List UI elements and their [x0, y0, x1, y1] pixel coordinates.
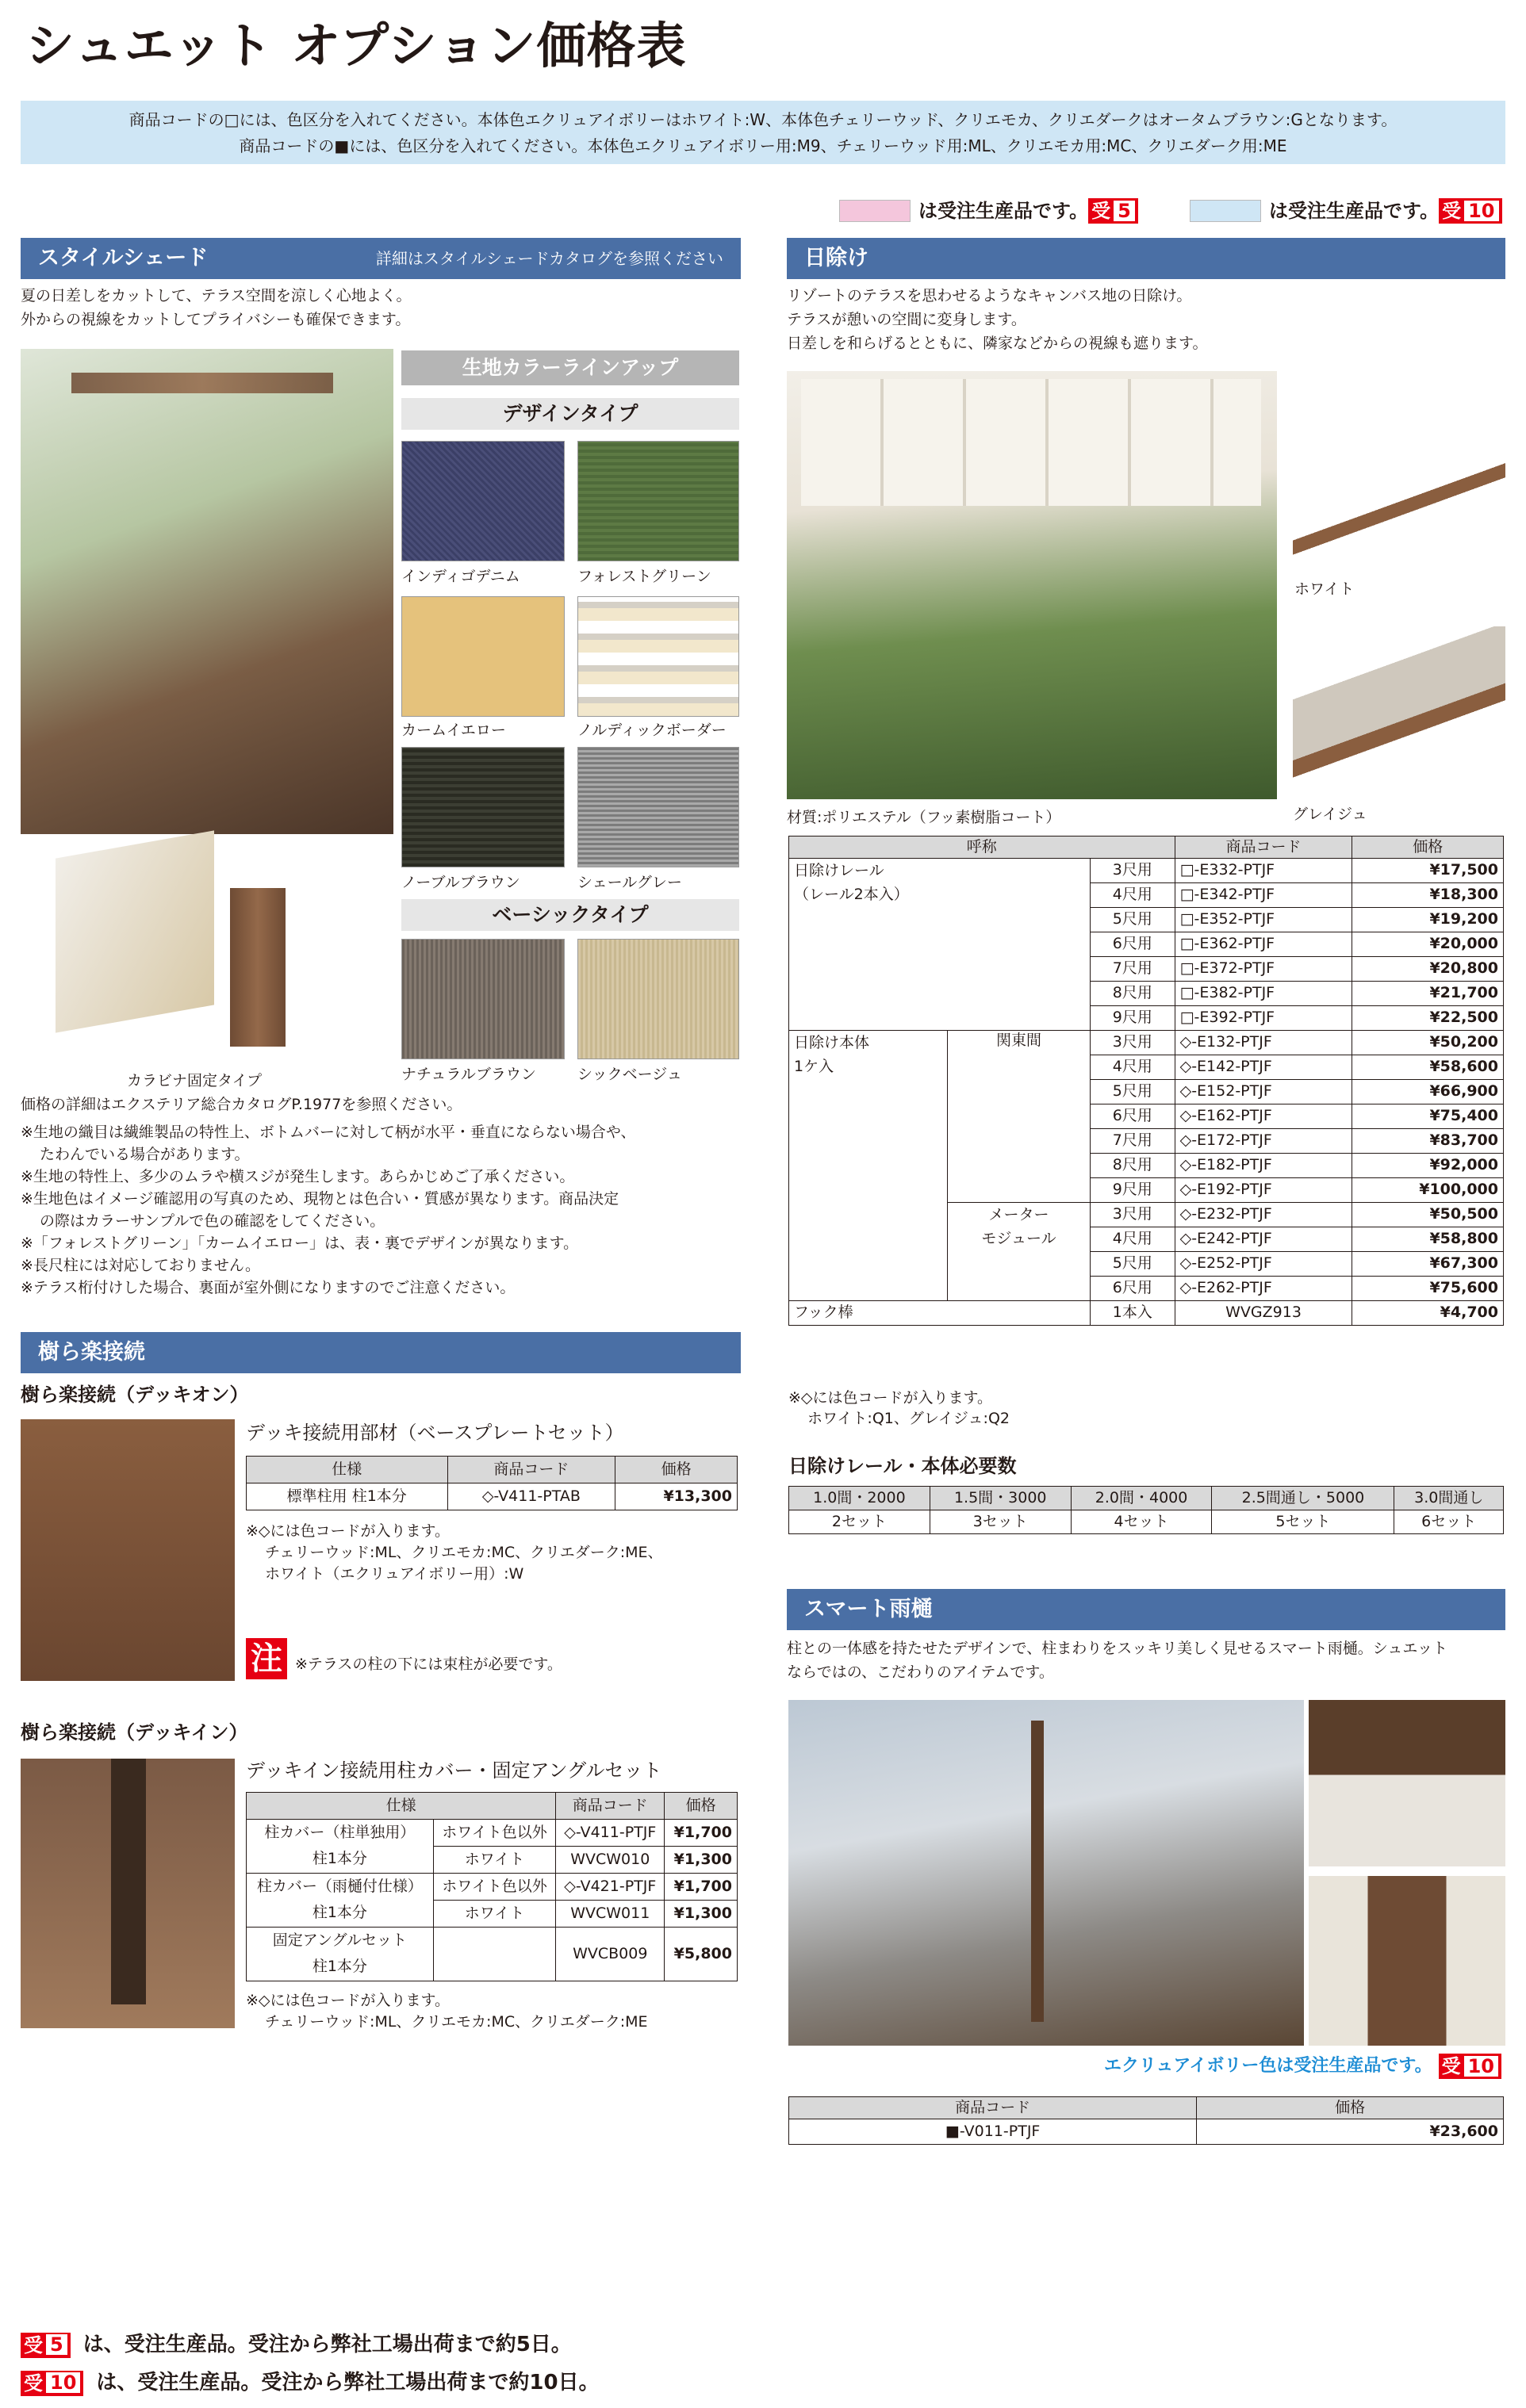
order-badge-10: 受 10 [21, 2371, 83, 2396]
table-row: 固定アングルセット WVCB009 ¥5,800 [247, 1928, 738, 1954]
swatch-label: ナチュラルブラウン [401, 1066, 536, 1083]
deck-on-photo [21, 1419, 235, 1681]
table-row: 8尺用 □-E382-PTJF ¥21,700 [789, 982, 1504, 1006]
section-kiraraku: 樹ら楽接続 [21, 1332, 741, 1373]
note-line: 商品コードの■には、色区分を入れてください。本体色エクリュアイボリー用:M9、チェリーウッド用:ML、クリエモカ用:MC、クリエダーク用:ME [239, 136, 1287, 155]
footer-10day: 受 10 は、受注生産品。受注から弊社工場出荷まで約10日。 [21, 2369, 600, 2397]
table-row: 4尺用 ◇-E242-PTJF ¥58,800 [789, 1227, 1504, 1252]
price-reference-note: 価格の詳細はエクステリア総合カタログP.1977を参照ください。 [21, 1096, 462, 1113]
table-row: 柱1本分 ホワイト WVCW011 ¥1,300 [247, 1901, 738, 1928]
swatch-label: シェールグレー [577, 874, 682, 891]
grayige-shade-image [1293, 626, 1505, 793]
table-row: 4尺用 □-E342-PTJF ¥18,300 [789, 883, 1504, 908]
smart-price-table: 商品コード 価格 ■-V011-PTJF ¥23,600 [788, 2096, 1504, 2145]
carabiner-post-image [230, 888, 286, 1047]
swatch-forest-green [577, 441, 739, 561]
smart-gutter-photo [788, 1700, 1304, 2046]
page-title: シュエット オプション価格表 [25, 17, 687, 75]
deck-on-notes: ※◇には色コードが入ります。 チェリーウッド:ML、クリエモカ:MC、クリエダーク:ME、 ホワイト（エクリュアイボリー用）:W [246, 1522, 663, 1583]
swatch-shale-gray [577, 747, 739, 867]
table-row: 日除け本体 1ケ入 関東間 3尺用 ◇-E132-PTJF ¥50,200 [789, 1031, 1504, 1055]
deck-on-item: デッキ接続用部材（ベースプレートセット） [246, 1422, 624, 1444]
hiyoke-notes: ※◇には色コードが入ります。 ホワイト:Q1、グレイジュ:Q2 [788, 1389, 1010, 1427]
required-title: 日除けレール・本体必要数 [788, 1455, 1017, 1477]
footer-5day: 受 5 は、受注生産品。受注から弊社工場出荷まで約5日。 [21, 2331, 572, 2359]
legend-text: は受注生産品です。 [918, 199, 1089, 222]
deck-in-item: デッキイン接続用柱カバー・固定アングルセット [246, 1759, 662, 1782]
section-subtitle: 詳細はスタイルシェードカタログを参照ください [375, 249, 723, 268]
swatch-calm-yellow [401, 596, 565, 717]
table-row: 2セット 3セット 4セット 5セット 6セット [789, 1510, 1504, 1534]
table-row: 6尺用 □-E362-PTJF ¥20,000 [789, 932, 1504, 957]
order-badge-10: 受 10 [1439, 2054, 1501, 2079]
required-count-table: 1.0間・2000 1.5間・3000 2.0間・4000 2.5間通し・5000 3.0間通し 2セット 3セット 4セット 5セット 6セット [788, 1486, 1504, 1534]
section-style-shade [21, 238, 741, 279]
table-row: 柱1本分 [247, 1954, 738, 1981]
grayige-label: グレイジュ [1293, 806, 1367, 823]
deck-in-notes: ※◇には色コードが入ります。 チェリーウッド:ML、クリエモカ:MC、クリエダーク:ME [246, 1992, 648, 2031]
table-row: 柱1本分 ホワイト WVCW010 ¥1,300 [247, 1847, 738, 1874]
table-row: 柱カバー（雨樋付仕様） ホワイト色以外 ◇-V421-PTJF ¥1,700 [247, 1874, 738, 1901]
section-title: スタイルシェード [38, 246, 209, 270]
swatch-label: カームイエロー [401, 722, 506, 739]
hiyoke-material: 材質:ポリエステル（フッ素樹脂コート） [787, 809, 1061, 826]
style-shade-photo [21, 349, 393, 834]
swatch-label: フォレストグリーン [577, 568, 711, 585]
carabiner-rail-image [56, 830, 214, 1032]
order-badge-5: 受 5 [21, 2333, 71, 2358]
deck-on-title: 樹ら楽接続（デッキオン） [21, 1384, 249, 1406]
blue-swatch [1190, 200, 1261, 222]
terrace-roof-image [71, 373, 333, 393]
smart-desc: 柱との一体感を持たせたデザインで、柱まわりをスッキリ美しく見せるスマート雨樋。シュエット ならではの、こだわりのアイテムです。 [787, 1640, 1447, 1681]
table-row: 標準柱用 柱1本分 ◇-V411-PTAB ¥13,300 [247, 1483, 738, 1510]
gutter-top-detail [1309, 1700, 1505, 1866]
legend-text: は受注生産品です。 [1269, 199, 1440, 222]
table-row: 9尺用 ◇-E192-PTJF ¥100,000 [789, 1178, 1504, 1203]
legend-5day [839, 197, 1138, 225]
pink-swatch [839, 200, 911, 222]
swatch-nordic-border [577, 596, 739, 717]
lineup-title: 生地カラーラインアップ [401, 350, 739, 385]
deck-on-caution: ※テラスの柱の下には束柱が必要です。 [295, 1656, 562, 1673]
gutter-bottom-detail [1309, 1876, 1505, 2046]
deck-in-title: 樹ら楽接続（デッキイン） [21, 1721, 248, 1744]
order-badge-5: 受 5 [1088, 198, 1138, 224]
canvas-shade-image [801, 379, 1261, 506]
table-row: 5尺用 ◇-E252-PTJF ¥67,300 [789, 1252, 1504, 1277]
white-shade-image [1293, 428, 1505, 555]
table-row: 5尺用 □-E352-PTJF ¥19,200 [789, 908, 1504, 932]
caution-mark: 注 [246, 1638, 287, 1679]
style-shade-cautions: ※生地の織目は繊維製品の特性上、ボトムバーに対して柄が水平・垂直にならない場合や、 たわんでいる場合があります。 ※生地の特性上、多少のムラや横スジが発生します。あらかじめご了承ください。 ※生地色はイメージ確認用の写真のため、現物とは色合い・質感が異なります。商品決定 の際はカラーサンプルで色の確認をしてください。 ※「フォレストグリーン」「カームイエロー」は、表・裏でデザインが異なります。 ※長尺柱には対応しておりません。 ※テラス桁付けした場合、裏面が室外側になりますのでご注意ください。 [21, 1124, 636, 1296]
section-smart-gutter: スマート雨樋 [787, 1589, 1505, 1630]
swatch-noble-brown [401, 747, 565, 867]
section-hiyoke: 日除け [787, 238, 1505, 279]
table-row: 柱カバー（柱単独用） ホワイト色以外 ◇-V411-PTJF ¥1,700 [247, 1820, 738, 1847]
swatch-indigo-denim [401, 441, 565, 561]
smart-order-note: エクリュアイボリー色は受注生産品です。 受 10 [1104, 2054, 1501, 2079]
table-row: ■-V011-PTJF ¥23,600 [789, 2119, 1504, 2145]
deck-in-table: 仕様 商品コード 価格 柱カバー（柱単独用） ホワイト色以外 ◇-V411-PTJF ¥1,700 柱1本分 ホワイト WVCW010 ¥1,300 柱カバー（雨樋付仕様） ホワイト色以外 ◇-V421-PTJF ¥1,700 柱1本分 ホワイト WVCW011 ¥1,300 固定アングルセット WVCB009 ¥5,800 柱1本分 [246, 1792, 738, 1981]
swatch-natural-brown [401, 939, 565, 1059]
table-row: 日除けレール （レール2本入） 3尺用 □-E332-PTJF ¥17,500 [789, 859, 1504, 883]
table-row: 9尺用 □-E392-PTJF ¥22,500 [789, 1006, 1504, 1031]
table-row: 6尺用 ◇-E162-PTJF ¥75,400 [789, 1104, 1504, 1129]
white-label: ホワイト [1294, 580, 1355, 598]
basic-type-title: ベーシックタイプ [401, 899, 739, 931]
table-row: 5尺用 ◇-E152-PTJF ¥66,900 [789, 1080, 1504, 1104]
swatch-label: インディゴデニム [401, 568, 520, 585]
post-cover-image [111, 1759, 146, 2004]
color-code-notes [21, 101, 1505, 164]
table-row: 6尺用 ◇-E262-PTJF ¥75,600 [789, 1277, 1504, 1301]
note-line: 商品コードの□には、色区分を入れてください。本体色エクリュアイボリーはホワイト:W、本体色チェリーウッド、クリエモカ、クリエダークはオータムブラウン:Gとなります。 [128, 110, 1398, 129]
design-type-title: デザインタイプ [401, 398, 739, 430]
carabiner-label: カラビナ固定タイプ [127, 1072, 263, 1089]
deck-on-table: 仕様 商品コード 価格 標準柱用 柱1本分 ◇-V411-PTAB ¥13,300 [246, 1456, 738, 1510]
style-shade-desc: 夏の日差しをカットして、テラス空間を涼しく心地よく。 外からの視線をカットしてプライバシーも確保できます。 [21, 287, 412, 328]
table-row: 4尺用 ◇-E142-PTJF ¥58,600 [789, 1055, 1504, 1080]
swatch-label: ノーブルブラウン [401, 874, 520, 891]
table-row: フック棒 1本入 WVGZ913 ¥4,700 [789, 1301, 1504, 1326]
hiyoke-desc: リゾートのテラスを思わせるようなキャンバス地の日除け。 テラスが憩いの空間に変身します。 日差しを和らげるとともに、隣家などからの視線も遮ります。 [787, 287, 1208, 352]
swatch-chic-beige [577, 939, 739, 1059]
legend-10day [1190, 197, 1502, 225]
table-row: メーター モジュール 3尺用 ◇-E232-PTJF ¥50,500 [789, 1203, 1504, 1227]
swatch-label: ノルディックボーダー [577, 722, 727, 739]
post-with-gutter-image [1031, 1721, 1044, 2022]
table-row: 7尺用 □-E372-PTJF ¥20,800 [789, 957, 1504, 982]
swatch-label: シックベージュ [577, 1066, 682, 1083]
table-row: 8尺用 ◇-E182-PTJF ¥92,000 [789, 1154, 1504, 1178]
hiyoke-price-table: 呼称 商品コード 価格 日除けレール （レール2本入） 3尺用 □-E332-PTJF ¥17,500 4尺用 □-E342-PTJF ¥18,300 5尺用 □-E352-PTJF ¥19,200 6尺用 □-E362-PTJF ¥20,000 7尺用 □-E372-PTJF ¥20,800 8尺用 □-E382-PTJF ¥21,700 9尺用 □-E392-PTJF ¥22,500 日除け本体 1ケ入 関東間 3尺用 ◇-E132-PTJF ¥50,200 4尺用 ◇-E142-PTJF ¥58,600 5尺用 ◇-E152-PTJF ¥66,900 6尺用 ◇-E162-PTJF ¥75,400 7尺用 ◇-E172-PTJF ¥83,700 8尺用 ◇-E182-PTJF ¥92,000 9尺用 ◇-E192-PTJF ¥100,000 メーター モジュール 3尺用 ◇-E232-PTJF ¥50,500 4尺用 ◇-E242-PTJF ¥58,800 5尺用 ◇-E252-PTJF ¥67,300 6尺用 ◇-E262-PTJF ¥75,600 フック棒 1本入 WVGZ913 ¥4,700 [788, 836, 1504, 1326]
order-badge-10: 受 10 [1439, 198, 1501, 224]
table-row: 7尺用 ◇-E172-PTJF ¥83,700 [789, 1129, 1504, 1154]
